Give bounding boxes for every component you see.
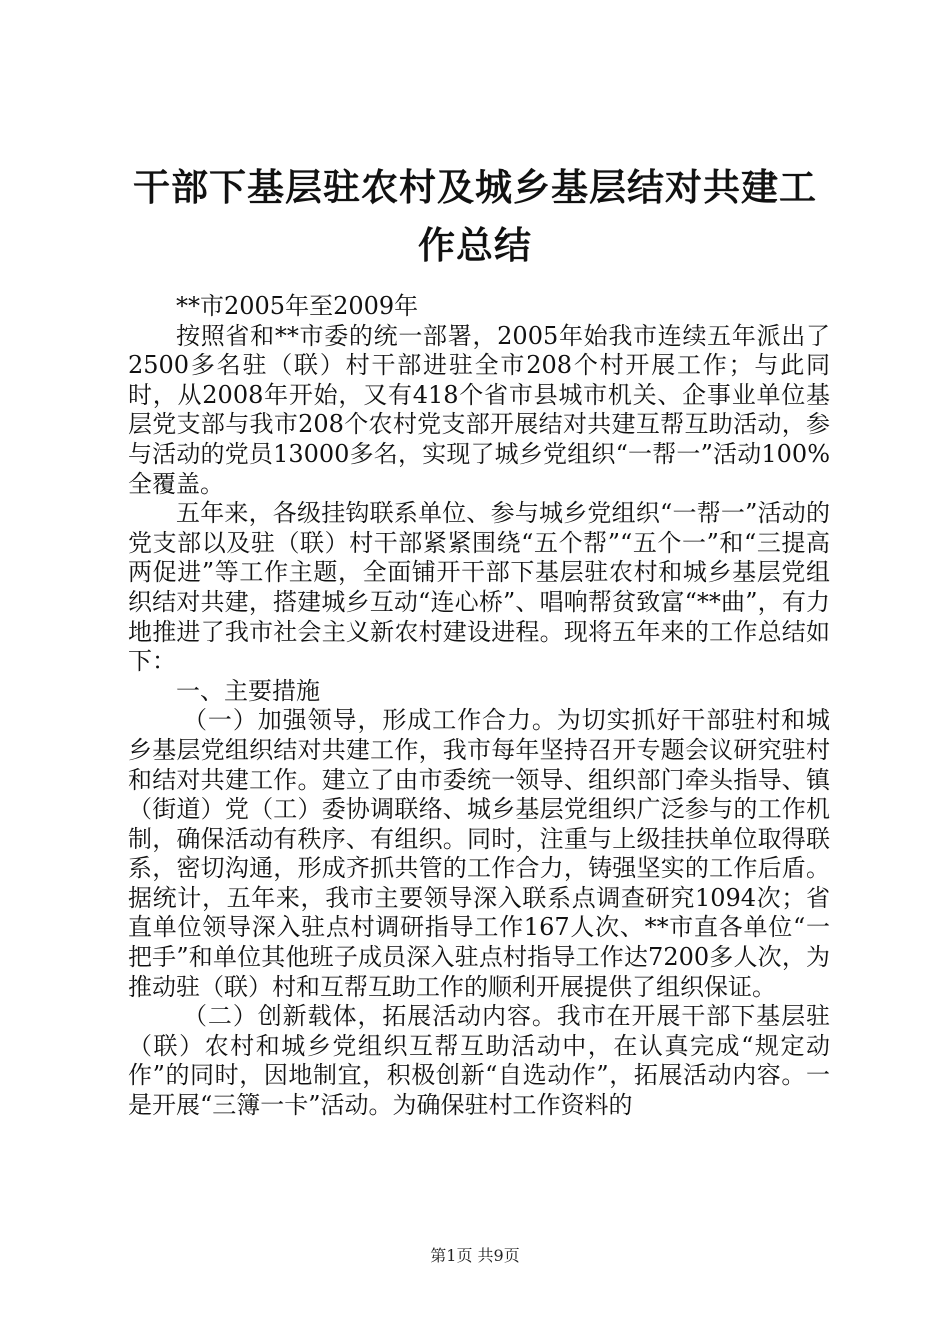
document-body xyxy=(128,292,830,1121)
paragraph-intro: 按照省和**市委的统一部署，2005年始我市连续五年派出了2500多名驻（联）村干部进驻全市208个村开展工作；与此同时，从2008年开始，又有418个省市县城市机关、企事业单位基层党支部与我市208个农村党支部开展结对共建互帮互助活动，参与活动的党员13000多名，实现了城乡党组织“一帮一”活动100%全覆盖。 xyxy=(128,321,830,498)
subtitle-line: **市2005年至2009年 xyxy=(176,292,419,320)
paragraph-measure-2: （二）创新载体，拓展活动内容。我市在开展干部下基层驻（联）农村和城乡党组织互帮互助活动中，在认真完成“规定动作”的同时，因地制宜，积极创新“自选动作”，拓展活动内容。一是开展“三簿一卡”活动。为确保驻村工作资料的 xyxy=(128,1002,830,1120)
document-title: 干部下基层驻农村及城乡基层结对共建工作总结 xyxy=(133,165,817,267)
section-heading: 一、主要措施 xyxy=(176,676,320,705)
page-footer: 第1页 共9页 xyxy=(430,1246,520,1265)
paragraph-measure-1: （一）加强领导，形成工作合力。为切实抓好干部驻村和城乡基层党组织结对共建工作，我市每年坚持召开专题会议研究驻村和结对共建工作。建立了由市委统一领导、组织部门牵头指导、镇（街道）党（工）委协调联络、城乡基层党组织广泛参与的工作机制，确保活动有秩序、有组织。同时，注重与上级挂扶单位取得联系，密切沟通，形成齐抓共管的工作合力，铸强坚实的工作后盾。据统计，五年来，我市主要领导深入联系点调查研究1094次；省直单位领导深入驻点村调研指导工作167人次、**市直各单位“一把手”和单位其他班子成员深入驻点村指导工作达7200多人次，为推动驻（联）村和互帮互助工作的顺利开展提供了组织保证。 xyxy=(128,706,830,1001)
paragraph-overview: 五年来，各级挂钩联系单位、参与城乡党组织“一帮一”活动的党支部以及驻（联）村干部紧紧围绕“五个帮”“五个一”和“三提高两促进”等工作主题，全面铺开干部下基层驻农村和城乡基层党组织结对共建，搭建城乡互动“连心桥”、唱响帮贫致富“**曲”，有力地推进了我市社会主义新农村建设进程。现将五年来的工作总结如下： xyxy=(128,499,830,676)
